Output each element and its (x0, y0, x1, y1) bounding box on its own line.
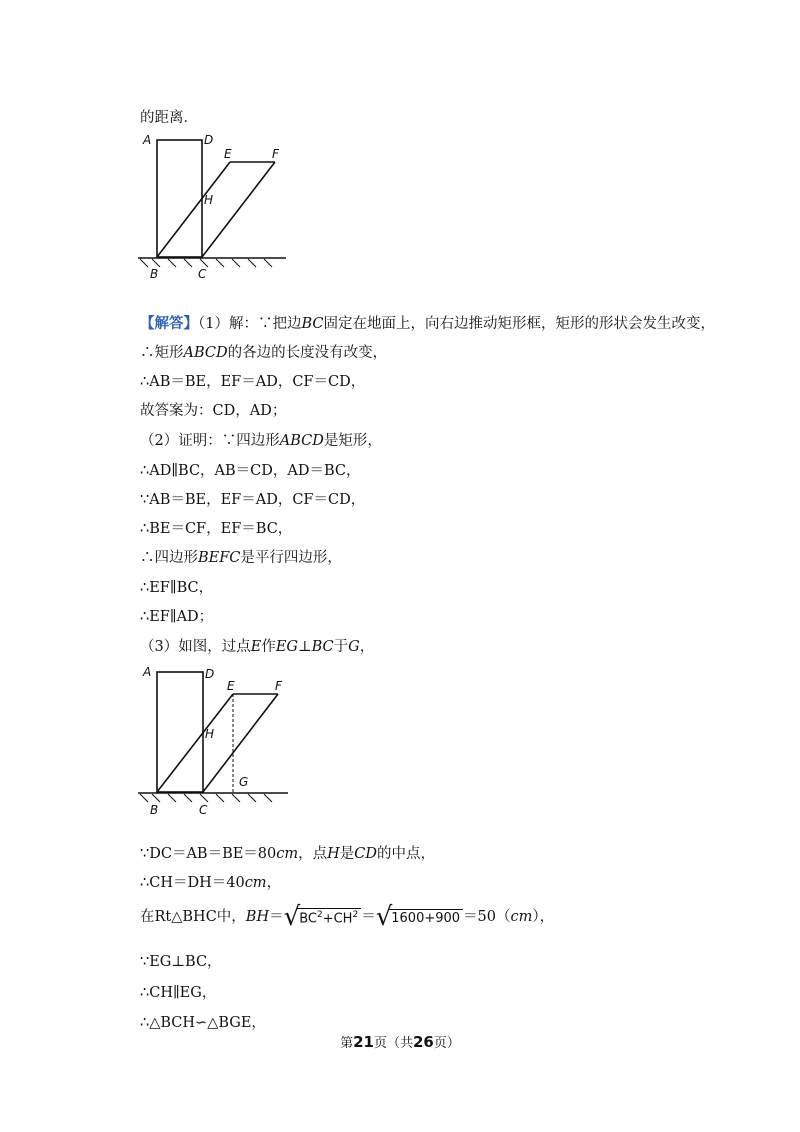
answer-line-10: ∴EF∥BC， (140, 580, 214, 596)
rad2-body: 1600+900 (389, 909, 463, 926)
answer-line-1 (140, 312, 715, 333)
rad1-bc: BC (299, 911, 317, 927)
answer-l15-cm: cm (510, 909, 533, 925)
footer-mid: 页（共 (373, 1036, 413, 1051)
figure-2-diagram (138, 662, 298, 820)
footer-post: 页） (433, 1036, 460, 1051)
answer-l5-abcd: ABCD (279, 433, 324, 449)
answer-line-14 (140, 871, 281, 892)
figure-1-diagram (138, 128, 298, 278)
fig1-label-h: H (204, 193, 214, 207)
rad1-exp2: 2 (352, 909, 359, 920)
answer-l13-mid: ，点 (298, 846, 328, 862)
answer-l15-res: ＝50（ (463, 909, 511, 925)
answer-l5-pre: （2）证明：∵四边形 (140, 433, 280, 449)
fig2-label-f: F (275, 679, 282, 693)
answer-l2-abcd: ABCD (183, 345, 228, 361)
sqrt-1600-900: √1600+900 (376, 902, 463, 932)
answer-l5-post: 是矩形， (323, 433, 382, 449)
footer-pre: 第 (340, 1036, 354, 1051)
answer-l15-end: ）， (532, 909, 555, 925)
answer-l2-pre: ∴矩形 (140, 345, 184, 361)
answer-l1-post: 固定在地面上，向右边推动矩形框，矩形的形状会发生改变， (323, 316, 716, 332)
answer-line-17: ∴CH∥EG， (140, 985, 217, 1001)
answer-line-9 (140, 546, 342, 567)
answer-l14-pre: ∴CH＝DH＝40 (140, 875, 245, 891)
answer-l12-end: ， (359, 639, 375, 655)
answer-line-2 (140, 341, 387, 362)
answer-l14-post: ， (266, 875, 282, 891)
answer-line-4: 故答案为：CD，AD； (140, 403, 287, 419)
answer-line-11: ∴EF∥AD； (140, 609, 214, 625)
answer-l13-is: 是 (339, 846, 355, 862)
answer-line-13 (140, 842, 435, 863)
fig2-label-h: H (205, 727, 215, 741)
fig1-label-e: E (224, 147, 232, 161)
answer-line-5 (140, 429, 382, 450)
answer-l13-cd: CD (354, 846, 378, 862)
answer-l9-pre: ∴四边形 (140, 550, 198, 566)
answer-l15-eq2: ＝ (361, 909, 376, 925)
rad1-exp1: 2 (316, 909, 323, 920)
fig2-label-b: B (150, 803, 159, 817)
answer-l13-pre: ∵DC＝AB＝BE＝80 (140, 846, 277, 862)
fig1-label-b: B (150, 267, 159, 278)
answer-l12-g: G (348, 639, 360, 655)
answer-l15-bh: BH (245, 909, 270, 925)
answer-l9-befc: BEFC (198, 550, 241, 566)
answer-l1-pre: （1）解：∵把边 (198, 316, 302, 332)
fig2-label-a: A (143, 665, 152, 679)
fig1-label-d: D (204, 133, 214, 147)
sqrt-bc2-ch2: $√BC^2+CH^2$ (284, 902, 362, 932)
answer-l15-eq: ＝ (269, 909, 284, 925)
answer-l12-eg: EG⊥BC (275, 639, 334, 655)
footer-page-number: 21 (353, 1033, 374, 1051)
answer-l2-post: 的各边的长度没有改变， (227, 345, 388, 361)
answer-line-8: ∴BE＝CF，EF＝BC， (140, 521, 293, 537)
answer-l14-cm: cm (244, 875, 267, 891)
fig2-label-g: G (239, 775, 249, 789)
answer-l13-post: 的中点， (377, 846, 436, 862)
answer-line-6: ∴AD∥BC，AB＝CD，AD＝BC， (140, 463, 361, 479)
fig1-label-c: C (198, 267, 207, 278)
fig1-label-a: A (143, 133, 152, 147)
answer-l12-mid: 作 (261, 639, 276, 655)
fig2-label-d: D (205, 667, 215, 681)
intro-text: 的距离． (140, 110, 198, 126)
answer-l13-h: H (327, 846, 340, 862)
answer-l12-e: E (250, 639, 262, 655)
answer-line-3: ∴AB＝BE，EF＝AD，CF＝CD， (140, 374, 366, 390)
answer-l9-post: 是平行四边形， (240, 550, 342, 566)
answer-l13-cm: cm (276, 846, 299, 862)
answer-line-16: ∵EG⊥BC， (140, 954, 222, 970)
answer-l12-pre: （3）如图，过点 (140, 639, 251, 655)
answer-l12-yu: 于 (333, 639, 349, 655)
footer-total-pages: 26 (413, 1033, 434, 1051)
answer-l15-pre: 在Rt△BHC中， (140, 909, 246, 925)
answer-line-15 (140, 902, 554, 932)
answer-line-7: ∵AB＝BE，EF＝AD，CF＝CD， (140, 492, 366, 508)
fig1-label-f: F (272, 147, 279, 161)
answer-tag: 【解答】 (140, 315, 198, 332)
answer-line-12 (140, 635, 374, 656)
rad1-plus-ch: +CH (322, 911, 353, 927)
fig2-label-e: E (227, 679, 235, 693)
answer-l1-bc: BC (301, 316, 324, 332)
page-footer (0, 1032, 800, 1051)
answer-line-18: ∴△BCH∽△BGE， (140, 1015, 266, 1031)
fig2-label-c: C (199, 803, 208, 817)
